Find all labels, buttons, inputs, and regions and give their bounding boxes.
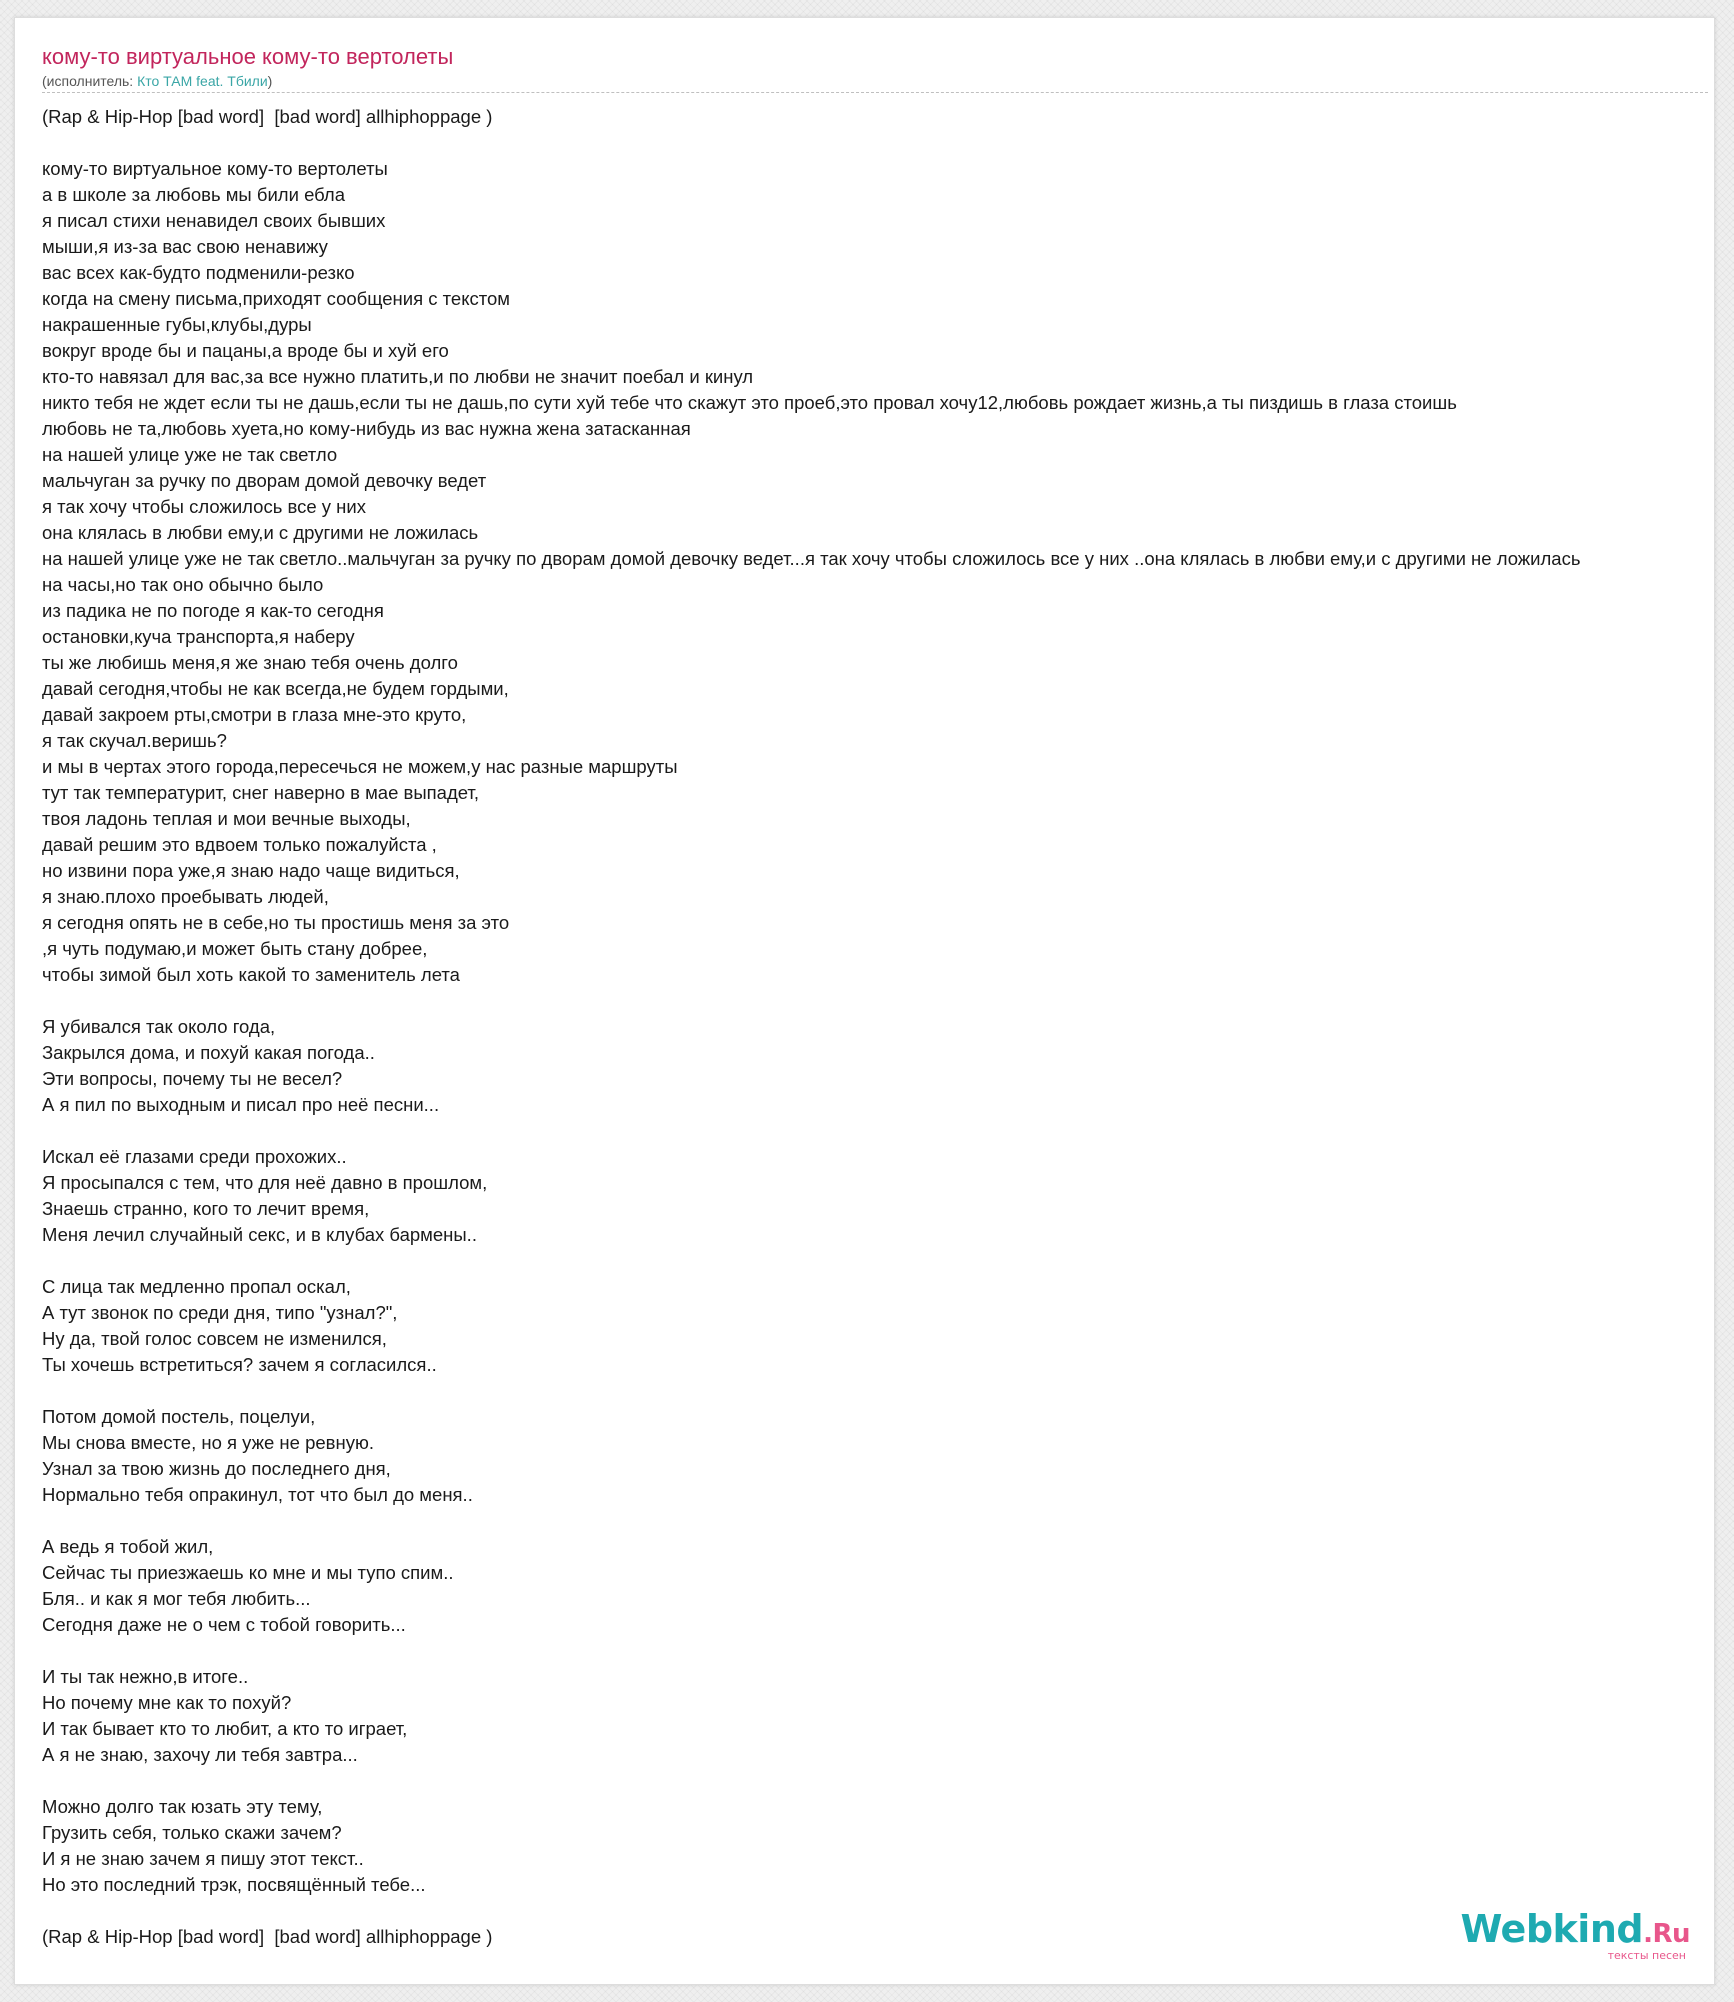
brand-name: Webkind (1460, 1907, 1644, 1951)
brand-tagline: тексты песен (1607, 1949, 1686, 1962)
song-header (42, 44, 1707, 90)
brand-wordmark (1460, 1909, 1690, 1954)
artist-prefix: (исполнитель: (42, 73, 138, 89)
artist-suffix: ) (267, 73, 273, 89)
artist-line (42, 73, 1707, 90)
header-divider (42, 92, 1708, 93)
page-card (14, 17, 1715, 1985)
song-title: кому-то виртуальное кому-то вертолеты (42, 44, 454, 69)
lyrics-text: (Rap & Hip-Hop [bad word] [bad word] allhiphoppage ) кому-то виртуальное кому-то вертолеты а в школе за любовь мы били ебла я писал стихи ненавидел своих бывших мыши,я из-за вас свою ненавижу вас всех как-будто подменили-резко когда на смену письма,приходят сообщения с текстом накрашенные губы,клубы,дуры вокруг вроде бы и пацаны,а вроде бы и хуй его кто-то навязал для вас,за все нужно платить,и по любви не значит поебал и кинул никто тебя не ждет если ты не дашь,если ты не дашь,по сути хуй тебе что скажут это проеб,это провал хочу12,любовь рождает жизнь,а ты пиздишь в глаза стоишь любовь не та,любовь хуета,но кому-нибудь из вас нужна жена затасканная на нашей улице уже не так светло мальчуган за ручку по дворам домой девочку ведет я так хочу чтобы сложилось все у них она клялась в любви ему,и с другими не ложилась на нашей улице уже не так светло..мальчуган за ручку по дворам домой девочку ведет...я так хочу чтобы сложилось все у них ..она клялась в любви ему,и с другими не ложилась на часы,но так оно обычно было из падика не по погоде я как-то сегодня остановки,куча транспорта,я наберу ты же любишь меня,я же знаю тебя очень долго давай сегодня,чтобы не как всегда,не будем гордыми, давай закроем рты,смотри в глаза мне-это круто, я так скучал.веришь? и мы в чертах этого города,пересечься не можем,у нас разные маршруты тут так температурит, снег наверно в мае выпадет, твоя ладонь теплая и мои вечные выходы, давай решим это вдвоем только пожалуйста , но извини пора уже,я знаю надо чаще видиться, я знаю.плохо проебывать людей, я сегодня опять не в себе,но ты простишь меня за это ,я чуть подумаю,и может быть стану добрее, чтобы зимой был хоть какой то заменитель лета Я убивался так около года, Закрылся дома, и похуй какая погода.. Эти вопросы, почему ты не весел? А я пил по выходным и писал про неё песни... Искал её глазами среди прохожих.. Я просыпался с тем, что для неё давно в прошлом, Знаешь странно, кого то лечит время, Меня лечил случайный секс, и в клубах бармены.. С лица так медленно пропал оскал, А тут звонок по среди дня, типо "узнал?", Ну да, твой голос совсем не изменился, Ты хочешь встретиться? зачем я согласился.. Потом домой постель, поцелуи, Мы снова вместе, но я уже не ревную. Узнал за твою жизнь до последнего дня, Нормально тебя опракинул, тот что был до меня.. А ведь я тобой жил, Сейчас ты приезжаешь ко мне и мы тупо спим.. Бля.. и как я мог тебя любить... Сегодня даже не о чем с тобой говорить... И ты так нежно,в итоге.. Но почему мне как то похуй? И так бывает кто то любит, а кто то играет, А я не знаю, захочу ли тебя завтра... Можно долго так юзать эту тему, Грузить себя, только скажи зачем? И я не знаю зачем я пишу этот текст.. Но это последний трэк, посвящённый тебе... (Rap & Hip-Hop [bad word] [bad word] allhiphoppage ) (42, 106, 1581, 1947)
brand-logo[interactable] (1460, 1909, 1690, 1962)
artist-link[interactable]: Кто ТАМ feat. Тбили (137, 73, 268, 89)
brand-suffix: .Ru (1643, 1919, 1690, 1949)
